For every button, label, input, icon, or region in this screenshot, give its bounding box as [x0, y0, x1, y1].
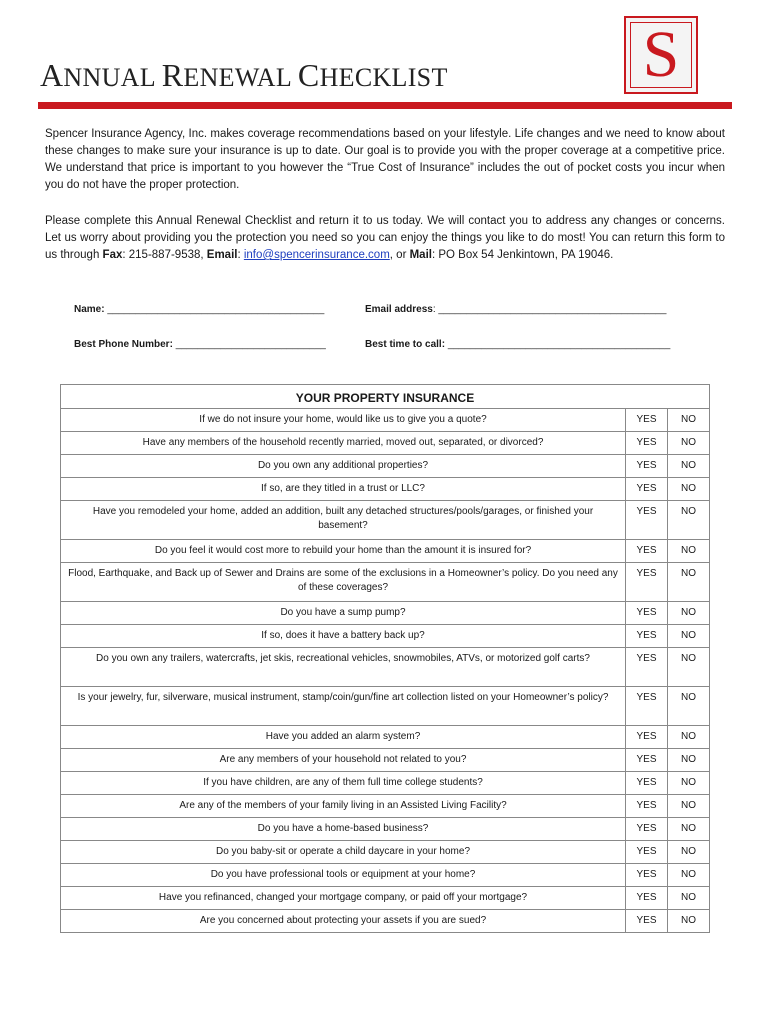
question-text: Have you refinanced, changed your mortgage company, or paid off your mortgage? — [61, 887, 626, 910]
no-option[interactable]: NO — [668, 455, 710, 478]
yes-option[interactable]: YES — [626, 910, 668, 933]
question-text: Is your jewelry, fur, silverware, musical instrument, stamp/coin/gun/fine art collection listed on your Homeowner’s policy? — [61, 687, 626, 726]
yes-option[interactable]: YES — [626, 887, 668, 910]
yes-option[interactable]: YES — [626, 625, 668, 648]
table-row — [61, 563, 710, 602]
yes-option[interactable]: YES — [626, 687, 668, 726]
question-text: Have any members of the household recently married, moved out, separated, or divorced? — [61, 432, 626, 455]
question-text: Are any members of your household not related to you? — [61, 749, 626, 772]
best-time-field[interactable]: Best time to call: ________________________________________ — [365, 339, 671, 350]
yes-option[interactable]: YES — [626, 749, 668, 772]
question-text: Have you added an alarm system? — [61, 726, 626, 749]
question-text: Do you feel it would cost more to rebuild your home than the amount it is insured for? — [61, 540, 626, 563]
table-row — [61, 540, 710, 563]
title-divider — [38, 102, 732, 109]
yes-option[interactable]: YES — [626, 602, 668, 625]
yes-option[interactable]: YES — [626, 648, 668, 687]
no-option[interactable]: NO — [668, 749, 710, 772]
yes-option[interactable]: YES — [626, 864, 668, 887]
question-text: Have you remodeled your home, added an addition, built any detached structures/pools/garages, or finished your basement? — [61, 501, 626, 540]
best-phone-field[interactable]: Best Phone Number: ___________________________ — [74, 339, 326, 350]
yes-option[interactable]: YES — [626, 478, 668, 501]
no-option[interactable]: NO — [668, 887, 710, 910]
table-row — [61, 818, 710, 841]
yes-option[interactable]: YES — [626, 540, 668, 563]
table-row — [61, 625, 710, 648]
table-row — [61, 687, 710, 726]
no-option[interactable]: NO — [668, 602, 710, 625]
yes-option[interactable]: YES — [626, 841, 668, 864]
question-text: Do you own any trailers, watercrafts, jet skis, recreational vehicles, snowmobiles, ATVs, or motorized golf carts? — [61, 648, 626, 687]
question-text: Are any of the members of your family living in an Assisted Living Facility? — [61, 795, 626, 818]
instructions-paragraph: Please complete this Annual Renewal Checklist and return it to us today. We will contact you to address any changes or concerns. Let us worry about providing you the protection you need so you can enjoy the things you like to do most! You can return this form to us through Fax: 215-887-9538, Email: info@spencerinsurance.com, or Mail: PO Box 54 Jenkintown, PA 19046. — [45, 215, 725, 261]
no-option[interactable]: NO — [668, 910, 710, 933]
section-title: YOUR PROPERTY INSURANCE — [61, 385, 710, 409]
table-row — [61, 726, 710, 749]
table-row — [61, 501, 710, 540]
yes-option[interactable]: YES — [626, 818, 668, 841]
table-row — [61, 478, 710, 501]
question-text: If so, are they titled in a trust or LLC? — [61, 478, 626, 501]
table-row — [61, 432, 710, 455]
table-row — [61, 841, 710, 864]
table-row — [61, 910, 710, 933]
table-row — [61, 648, 710, 687]
question-text: Do you have professional tools or equipment at your home? — [61, 864, 626, 887]
yes-option[interactable]: YES — [626, 455, 668, 478]
company-logo — [624, 16, 698, 94]
table-row — [61, 749, 710, 772]
yes-option[interactable]: YES — [626, 501, 668, 540]
table-row — [61, 772, 710, 795]
question-text: Do you own any additional properties? — [61, 455, 626, 478]
no-option[interactable]: NO — [668, 818, 710, 841]
no-option[interactable]: NO — [668, 687, 710, 726]
yes-option[interactable]: YES — [626, 432, 668, 455]
no-option[interactable]: NO — [668, 648, 710, 687]
logo-letter: S — [630, 22, 692, 88]
question-text: Are you concerned about protecting your assets if you are sued? — [61, 910, 626, 933]
no-option[interactable]: NO — [668, 841, 710, 864]
table-row — [61, 602, 710, 625]
no-option[interactable]: NO — [668, 478, 710, 501]
no-option[interactable]: NO — [668, 540, 710, 563]
question-text: Do you baby-sit or operate a child daycare in your home? — [61, 841, 626, 864]
table-row — [61, 864, 710, 887]
property-insurance-table — [60, 384, 710, 933]
table-row — [61, 795, 710, 818]
no-option[interactable]: NO — [668, 772, 710, 795]
table-row — [61, 409, 710, 432]
no-option[interactable]: NO — [668, 726, 710, 749]
email-address-field[interactable]: Email address: _________________________________________ — [365, 304, 667, 315]
table-row — [61, 455, 710, 478]
question-text: If we do not insure your home, would like us to give you a quote? — [61, 409, 626, 432]
no-option[interactable]: NO — [668, 432, 710, 455]
yes-option[interactable]: YES — [626, 726, 668, 749]
no-option[interactable]: NO — [668, 795, 710, 818]
question-text: If you have children, are any of them full time college students? — [61, 772, 626, 795]
question-text: Do you have a sump pump? — [61, 602, 626, 625]
question-text: If so, does it have a battery back up? — [61, 625, 626, 648]
yes-option[interactable]: YES — [626, 795, 668, 818]
yes-option[interactable]: YES — [626, 563, 668, 602]
no-option[interactable]: NO — [668, 563, 710, 602]
email-link[interactable]: info@spencerinsurance.com — [243, 249, 390, 261]
no-option[interactable]: NO — [668, 864, 710, 887]
question-text: Do you have a home-based business? — [61, 818, 626, 841]
page-title: ANNUAL RENEWAL CHECKLIST — [40, 57, 448, 93]
no-option[interactable]: NO — [668, 501, 710, 540]
no-option[interactable]: NO — [668, 409, 710, 432]
name-field[interactable]: Name: _______________________________________ — [74, 304, 325, 315]
table-row — [61, 887, 710, 910]
yes-option[interactable]: YES — [626, 772, 668, 795]
intro-paragraph: Spencer Insurance Agency, Inc. makes coverage recommendations based on your lifestyle. Life changes and we need to know about these changes to make sure your insurance is up to date. Our goal is to provide you with the proper coverage at a competitive price. We understand that price is important to you however the “True Cost of Insurance” includes the out of pocket costs you incur when you do not have the proper protection. — [45, 128, 725, 191]
question-text: Flood, Earthquake, and Back up of Sewer and Drains are some of the exclusions in a Homeowner’s policy. Do you need any of these coverages? — [61, 563, 626, 602]
yes-option[interactable]: YES — [626, 409, 668, 432]
no-option[interactable]: NO — [668, 625, 710, 648]
